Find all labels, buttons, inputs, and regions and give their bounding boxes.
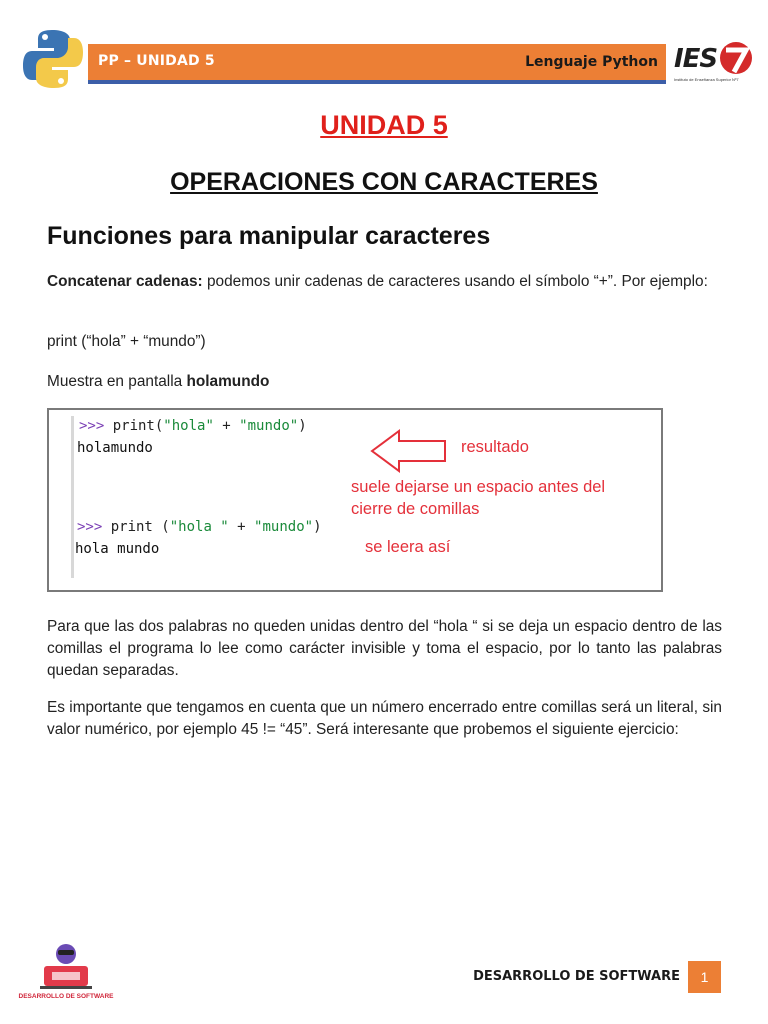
code-string: "hola" bbox=[163, 418, 214, 434]
code-keyword: print( bbox=[112, 418, 164, 434]
header-bar bbox=[88, 44, 666, 84]
section-heading: Funciones para manipular caracteres bbox=[47, 222, 491, 250]
page-number: 1 bbox=[688, 961, 721, 993]
left-arrow-icon bbox=[369, 426, 449, 476]
code-prompt: >>> bbox=[77, 519, 111, 535]
developer-logo-text: DESARROLLO DE SOFTWARE bbox=[18, 993, 114, 1000]
note-read: se leera así bbox=[365, 538, 451, 556]
institute-logo-text: IES bbox=[674, 44, 718, 74]
shows-bold: holamundo bbox=[186, 373, 270, 390]
python-logo-icon bbox=[20, 26, 86, 92]
editor-gutter bbox=[71, 514, 74, 578]
topic-title: OPERACIONES CON CARACTERES bbox=[170, 168, 598, 196]
code-prompt: >>> bbox=[79, 418, 113, 434]
shows-text: Muestra en pantalla bbox=[47, 373, 187, 390]
note-space-line-2: cierre de comillas bbox=[351, 500, 480, 518]
note-result: resultado bbox=[461, 438, 529, 456]
literal-explanation-paragraph: Es importante que tengamos en cuenta que un número encerrado entre comillas será un literal, sin valor numérico, por ejemplo 45 != “45”. Será interesante que probemos el siguiente ejercicio: bbox=[47, 699, 722, 738]
shows-paragraph bbox=[47, 371, 722, 393]
concat-paragraph bbox=[47, 271, 722, 293]
code-line-2 bbox=[77, 519, 322, 535]
code-example-image bbox=[47, 408, 663, 592]
code-close: ) bbox=[298, 418, 307, 434]
code-operator: + bbox=[228, 519, 255, 535]
concat-label: Concatenar cadenas: bbox=[47, 273, 203, 290]
code-output-2: hola mundo bbox=[75, 541, 160, 557]
code-keyword: print ( bbox=[110, 519, 170, 535]
code-string: "mundo" bbox=[239, 418, 299, 434]
institute-logo-subtitle: Instituto de Enseñanza Superior Nº7 bbox=[674, 77, 739, 82]
note-space-line-1: suele dejarse un espacio antes del bbox=[351, 478, 606, 496]
code-string: "mundo" bbox=[254, 519, 314, 535]
print-example: print (“hola” + “mundo”) bbox=[47, 333, 206, 350]
footer-label: DESARROLLO DE SOFTWARE bbox=[473, 969, 680, 984]
code-close: ) bbox=[313, 519, 322, 535]
developer-logo-icon bbox=[18, 938, 114, 1004]
editor-gutter bbox=[71, 416, 74, 516]
code-line-1 bbox=[79, 418, 307, 434]
unit-title: UNIDAD 5 bbox=[320, 110, 448, 140]
concat-text: podemos unir cadenas de caracteres usando el símbolo “+”. Por ejemplo: bbox=[202, 273, 708, 290]
header-unit-label: PP – UNIDAD 5 bbox=[98, 53, 215, 69]
code-output-1: holamundo bbox=[77, 440, 153, 456]
header-language-label: Lenguaje Python bbox=[525, 54, 658, 70]
code-operator: + bbox=[213, 418, 240, 434]
code-string: "hola " bbox=[169, 519, 229, 535]
space-explanation-paragraph: Para que las dos palabras no queden unidas dentro del “hola “ si se deja un espacio dentro de las comillas el programa lo lee como carácter invisible y toma el espacio, por lo tanto las palabras quedan separadas. bbox=[47, 618, 722, 679]
